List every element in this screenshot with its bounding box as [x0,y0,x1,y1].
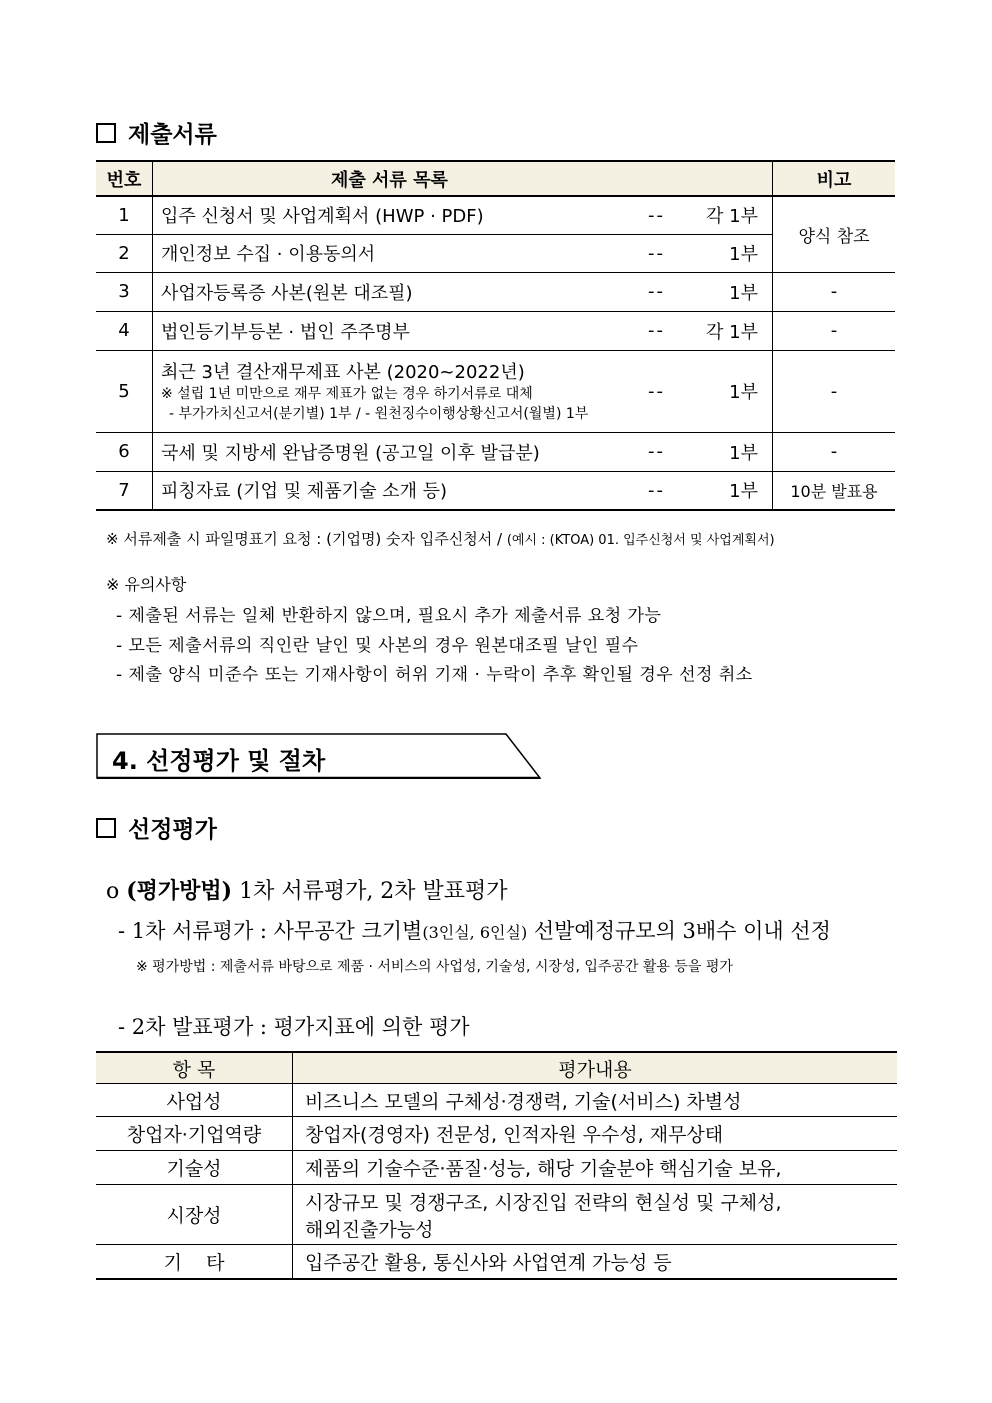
checkbox-square-icon [96,123,116,143]
table-header-row [96,1052,897,1084]
item-count: 1부 [729,382,758,403]
caution-title: ※ 유의사항 [106,575,187,594]
eval-item: 창업자·기업역량 [96,1117,293,1151]
table-row [96,1151,897,1185]
table-row [96,1084,897,1117]
filename-note-example: (예시 : (KTOA) 01. 입주신청서 및 사업계획서) [506,533,775,548]
table-row [96,311,895,350]
row-item [153,471,773,510]
item-text: 법인등기부등본 · 법인 주주명부 [161,321,410,343]
method-label: (평가방법) [126,878,233,904]
eval-item: 기술성 [96,1151,293,1185]
item-text: 국세 및 지방세 완납증명원 (공고일 이후 발급분) [161,442,540,464]
table-row [96,471,895,510]
eval-content: 비즈니스 모델의 구체성·경쟁력, 기술(서비스) 차별성 [293,1084,898,1117]
eval-content-line: 시장규모 및 경쟁구조, 시장진입 전략의 현실성 및 구체성, [305,1191,782,1214]
filename-note [106,528,775,549]
row-note: - [773,272,896,311]
table-row [96,272,895,311]
item-count: 각 1부 [706,321,758,343]
row-item [153,350,773,432]
first-round-rest: 선발예정규모의 3배수 이내 선정 [527,919,831,943]
eval-item: 사업성 [96,1084,293,1117]
row-note: 10분 발표용 [773,471,896,510]
eval-content: 입주공간 활용, 통신사와 사업연계 가능성 등 [293,1245,898,1279]
item-text: 사업자등록증 사본(원본 대조필) [161,282,413,304]
row-item [153,432,773,471]
item-dash: -- [648,204,665,226]
row-item [153,196,773,234]
section-title: 제출서류 [128,121,217,148]
row-number: 6 [96,432,153,471]
row-item [153,272,773,311]
header-content: 평가내용 [293,1052,898,1084]
item-text: 입주 신청서 및 사업계획서 (HWP · PDF) [161,206,484,228]
table-row [96,1245,897,1279]
header-list: 제출 서류 목록 [153,161,773,196]
caution-item: - 모든 제출서류의 직인란 날인 및 사본의 경우 원본대조필 날인 필수 [116,636,639,656]
eval-method [106,874,508,905]
item-count: 1부 [729,481,758,503]
item-dash: -- [648,281,665,302]
eval-item: 시장성 [96,1185,293,1245]
table-row [96,1117,897,1151]
item-subnote: - 부가가치신고서(분기별) 1부 / - 원천징수이행상황신고서(월별) 1부 [169,406,589,422]
item-text: 피칭자료 (기업 및 제품기술 소개 등) [161,481,448,503]
row-note: - [773,432,896,471]
first-round-note: ※ 평가방법 : 제출서류 바탕으로 제품 · 서비스의 사업성, 기술성, 시장성, 입주공간 활용 등을 평가 [136,959,733,975]
section-title: 선정평가 [128,816,217,843]
item-count: 각 1부 [706,206,758,228]
table-row [96,1185,897,1245]
item-count: 1부 [729,244,758,265]
item-subnote: ※ 설립 1년 미만으로 재무 제표가 없는 경우 하기서류로 대체 [161,386,533,402]
eval-content-line: 해외진출가능성 [305,1218,434,1241]
row-number: 5 [96,350,153,432]
first-round-rooms: (3인실, 6인실) [422,923,528,942]
eval-content: 창업자(경영자) 전문성, 인적자원 우수성, 재무상태 [293,1117,898,1151]
header-note: 비고 [773,161,896,196]
first-round [118,915,831,945]
banner-title: 4. 선정평가 및 절차 [112,747,326,775]
table-row [96,350,895,432]
header-item: 항 목 [96,1052,293,1084]
table-row [96,196,895,234]
section-heading-eval [96,811,217,844]
section-heading-docs [96,116,217,149]
caution-item: - 제출된 서류는 일체 반환하지 않으며, 필요시 추가 제출서류 요청 가능 [116,606,662,626]
row-number: 4 [96,311,153,350]
row-item [153,234,773,272]
row-note: - [773,311,896,350]
evaluation-table [96,1051,897,1280]
row-note: 양식 참조 [773,196,896,272]
item-count: 1부 [729,442,758,464]
row-note: - [773,350,896,432]
caution-item: - 제출 양식 미준수 또는 기재사항이 허위 기재 · 누락이 추후 확인될 경우 선정 취소 [116,665,753,685]
table-header-row [96,161,895,196]
section4-banner [96,733,542,779]
row-item [153,311,773,350]
documents-table [96,160,895,511]
item-text: 최근 3년 결산재무제표 사본 (2020~2022년) [161,362,525,383]
second-round: - 2차 발표평가 : 평가지표에 의한 평가 [118,1015,470,1039]
row-number: 3 [96,272,153,311]
item-text: 개인정보 수집 · 이용동의서 [161,244,376,265]
method-text: 1차 서류평가, 2차 발표평가 [232,879,508,904]
item-dash: -- [648,380,665,402]
filename-note-main: ※ 서류제출 시 파일명표기 요청 : (기업명) 숫자 입주신청서 / [106,530,507,548]
item-dash: -- [648,479,665,501]
eval-item: 기 타 [96,1245,293,1279]
row-number: 1 [96,196,153,234]
item-dash: -- [648,320,665,341]
table-row [96,432,895,471]
item-count: 1부 [729,282,758,304]
item-dash: -- [648,441,665,462]
row-number: 2 [96,234,153,272]
row-number: 7 [96,471,153,510]
eval-content [293,1185,898,1245]
first-round-text: - 1차 서류평가 : 사무공간 크기별 [118,919,423,943]
header-number: 번호 [96,161,153,196]
bullet: o [106,879,127,904]
eval-content: 제품의 기술수준·품질·성능, 해당 기술분야 핵심기술 보유, [293,1151,898,1185]
checkbox-square-icon [96,818,116,838]
item-dash: -- [648,242,665,264]
